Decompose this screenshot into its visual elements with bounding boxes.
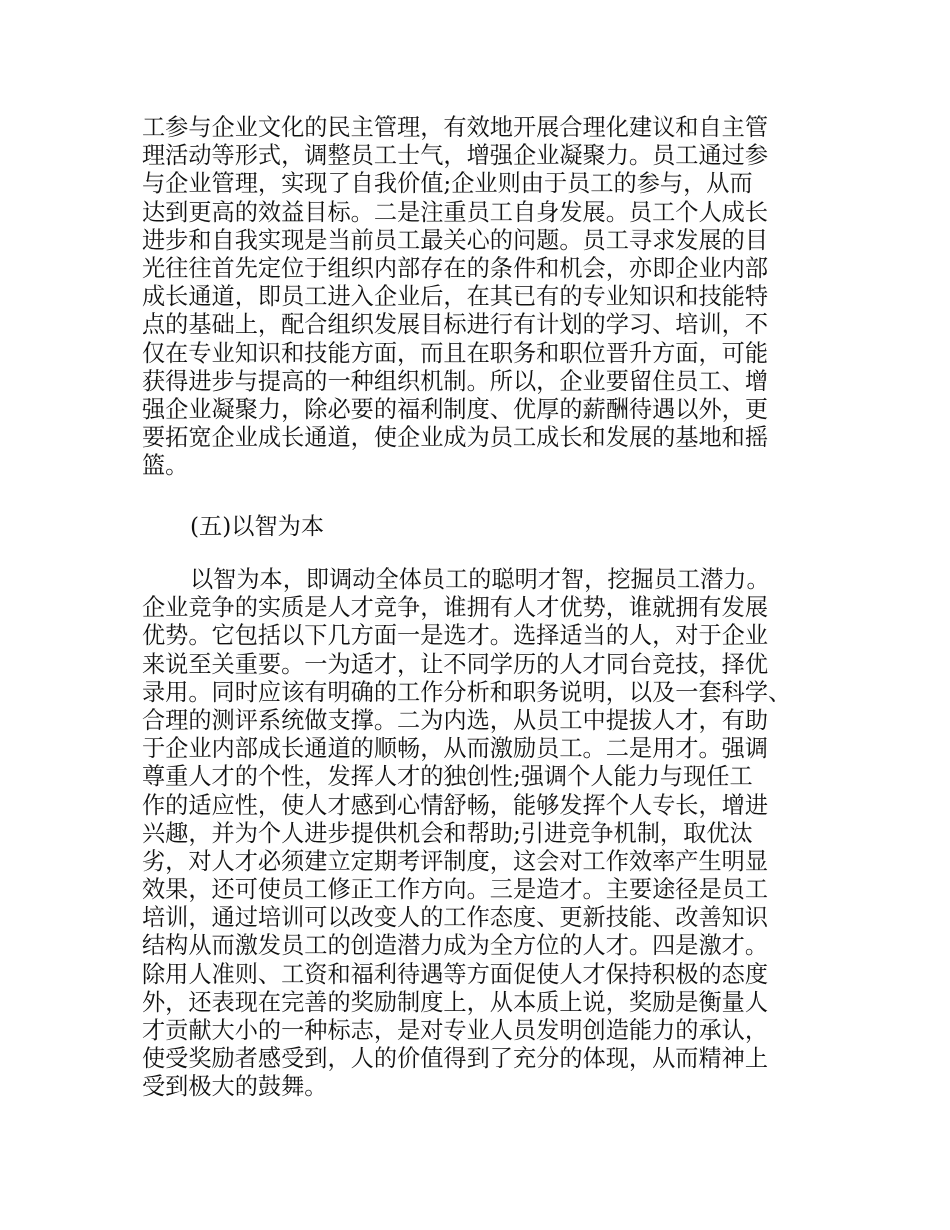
text-line: 使受奖励者感受到，人的价值得到了充分的体现，从而精神上 bbox=[142, 1045, 769, 1073]
text-line: 于企业内部成长通道的顺畅，从而激励员工。二是用才。强调 bbox=[142, 735, 769, 763]
text-line: 强企业凝聚力，除必要的福利制度、优厚的薪酬待遇以外，更 bbox=[142, 395, 769, 423]
text-line: 外，还表现在完善的奖励制度上，从本质上说，奖励是衡量人 bbox=[142, 988, 769, 1016]
paragraph-continuation bbox=[142, 114, 814, 480]
text-line: 点的基础上，配合组织发展目标进行有计划的学习、培训，不 bbox=[142, 311, 769, 339]
text-line: 劣，对人才必须建立定期考评制度，这会对工作效率产生明显 bbox=[142, 847, 769, 875]
text-line: 效果，还可使员工修正工作方向。三是造才。主要途径是员工 bbox=[142, 876, 769, 904]
text-line: 作的适应性，使人才感到心情舒畅，能够发挥个人专长，增进 bbox=[142, 791, 769, 819]
text-line: 培训，通过培训可以改变人的工作态度、更新技能、改善知识 bbox=[142, 904, 769, 932]
text-line: 理活动等形式，调整员工士气，增强企业凝聚力。员工通过参 bbox=[142, 142, 769, 170]
text-line-first: 以智为本，即调动全体员工的聪明才智，挖掘员工潜力。 bbox=[190, 566, 770, 593]
text-line: 达到更高的效益目标。二是注重员工自身发展。员工个人成长 bbox=[142, 198, 769, 226]
text-line: 来说至关重要。一为适才，让不同学历的人才同台竞技，择优 bbox=[142, 650, 769, 678]
text-line: 除用人准则、工资和福利待遇等方面促使人才保持积极的态度 bbox=[142, 960, 769, 988]
text-line: 进步和自我实现是当前员工最关心的问题。员工寻求发展的目 bbox=[142, 226, 769, 254]
text-line: 兴趣，并为个人进步提供机会和帮助;引进竞争机制，取优汰 bbox=[142, 819, 753, 847]
text-line: 尊重人才的个性，发挥人才的独创性;强调个人能力与现任工 bbox=[142, 763, 753, 791]
text-line: 成长通道，即员工进入企业后，在其已有的专业知识和技能特 bbox=[142, 283, 769, 311]
text-line: 受到极大的鼓舞。 bbox=[142, 1073, 328, 1101]
section-heading: (五)以智为本 bbox=[190, 513, 325, 540]
text-line: 企业竞争的实质是人才竞争，谁拥有人才优势，谁就拥有发展 bbox=[142, 594, 769, 622]
text-line: 光往往首先定位于组织内部存在的条件和机会，亦即企业内部 bbox=[142, 254, 769, 282]
text-line: 要拓宽企业成长通道，使企业成为员工成长和发展的基地和摇 bbox=[142, 424, 769, 452]
section-heading-block bbox=[142, 513, 814, 541]
text-line: 与企业管理，实现了自我价值;企业则由于员工的参与，从而 bbox=[142, 170, 753, 198]
text-line: 优势。它包括以下几方面一是选才。选择适当的人，对于企业 bbox=[142, 622, 769, 650]
text-line: 篮。 bbox=[142, 452, 189, 480]
text-line: 获得进步与提高的一种组织机制。所以，企业要留住员工、增 bbox=[142, 367, 769, 395]
text-line: 结构从而激发员工的创造潜力成为全方位的人才。四是激才。 bbox=[142, 932, 769, 960]
text-line: 工参与企业文化的民主管理，有效地开展合理化建议和自主管 bbox=[142, 114, 769, 141]
text-line: 合理的测评系统做支撑。二为内选，从员工中提拔人才，有助 bbox=[142, 706, 769, 734]
text-line: 录用。同时应该有明确的工作分析和职务说明，以及一套科学、 bbox=[142, 678, 792, 706]
paragraph-main bbox=[142, 566, 814, 1102]
text-line: 仅在专业知识和技能方面，而且在职务和职位晋升方面，可能 bbox=[142, 339, 769, 367]
text-line: 才贡献大小的一种标志，是对专业人员发明创造能力的承认， bbox=[142, 1017, 769, 1044]
